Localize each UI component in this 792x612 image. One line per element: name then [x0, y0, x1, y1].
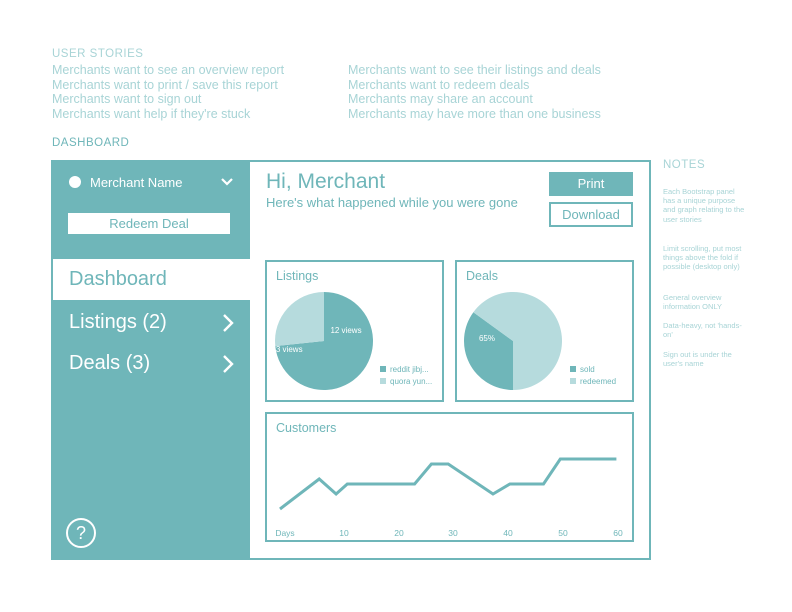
chevron-right-icon — [221, 354, 235, 374]
user-story: Merchants want to sign out — [52, 92, 202, 106]
pie-slice-label: 33 views — [271, 345, 303, 354]
note: General overview information ONLY — [663, 293, 723, 312]
deals-pie-chart — [457, 262, 632, 400]
sidebar-item-dashboard[interactable] — [53, 259, 250, 300]
pie-slice-label: 12 views — [330, 326, 362, 335]
sidebar-item-label: Deals (3) — [69, 352, 151, 374]
chevron-down-icon[interactable] — [220, 176, 234, 188]
customers-panel — [265, 412, 634, 542]
avatar[interactable] — [69, 176, 81, 188]
user-story: Merchants may share an account — [348, 92, 533, 106]
user-stories-title: USER STORIES — [52, 48, 144, 60]
panel-title: Deals — [466, 269, 498, 283]
help-icon: ? — [75, 523, 86, 543]
print-button[interactable]: Print — [549, 172, 633, 196]
deals-panel — [455, 260, 634, 402]
user-story: Merchants want to redeem deals — [348, 77, 530, 92]
help-button[interactable] — [66, 518, 96, 548]
user-story: Merchants want help if they're stuck — [52, 106, 251, 121]
note: Sign out is under the user's name — [663, 350, 732, 369]
panel-title: Customers — [276, 421, 337, 435]
legend-swatch — [570, 366, 576, 372]
sidebar-item-label: Dashboard — [69, 268, 167, 290]
note: Each Bootstrap panel has a unique purpose and graph relating to the user stories — [663, 187, 745, 224]
page-title: Hi, Merchant — [266, 170, 386, 193]
x-tick-label: 60 — [613, 528, 623, 538]
legend-label: sold — [580, 365, 595, 374]
user-story: Merchants want to see their listings and deals — [348, 63, 601, 77]
customers-series-line — [280, 459, 616, 509]
sidebar-item-listings[interactable] — [53, 302, 250, 342]
redeem-deal-button[interactable]: Redeem Deal — [67, 212, 231, 235]
note: Data-heavy, not 'hands-on' — [663, 321, 742, 340]
x-tick-label: 10 — [339, 528, 349, 538]
x-tick-label: 40 — [503, 528, 513, 538]
page-subtitle: Here's what happened while you were gone — [266, 195, 518, 210]
listings-pie-chart — [267, 262, 442, 400]
notes-title: NOTES — [663, 159, 706, 171]
panel-title: Listings — [276, 269, 319, 283]
x-tick-label: Days — [275, 528, 295, 538]
customers-line-chart — [267, 414, 632, 540]
merchant-name[interactable]: Merchant Name — [90, 175, 183, 190]
legend-swatch — [380, 366, 386, 372]
user-story: Merchants want to print / save this report — [52, 77, 278, 92]
legend-label: reddit jibj... — [390, 365, 429, 374]
pie-slice-label: 65% — [478, 334, 496, 343]
note: Limit scrolling, put most things above the fold if possible (desktop only) — [663, 244, 742, 272]
download-button[interactable]: Download — [549, 202, 633, 227]
x-tick-label: 20 — [394, 528, 404, 538]
legend-label: redeemed — [580, 377, 617, 386]
dashboard-section-title: DASHBOARD — [52, 137, 130, 149]
user-story: Merchants may have more than one business — [348, 106, 601, 121]
user-stories-right — [348, 63, 601, 121]
legend-swatch — [380, 378, 386, 384]
sidebar-item-deals[interactable] — [53, 343, 250, 383]
chevron-right-icon — [221, 313, 235, 333]
pie-slice — [275, 292, 324, 346]
listings-panel — [265, 260, 444, 402]
x-tick-label: 50 — [558, 528, 568, 538]
user-story: Merchants want to see an overview report — [52, 63, 285, 77]
legend-swatch — [570, 378, 576, 384]
legend-label: quora yun... — [390, 377, 433, 386]
sidebar-item-label: Listings (2) — [69, 311, 167, 333]
user-stories-left — [52, 63, 284, 121]
x-tick-label: 30 — [448, 528, 458, 538]
